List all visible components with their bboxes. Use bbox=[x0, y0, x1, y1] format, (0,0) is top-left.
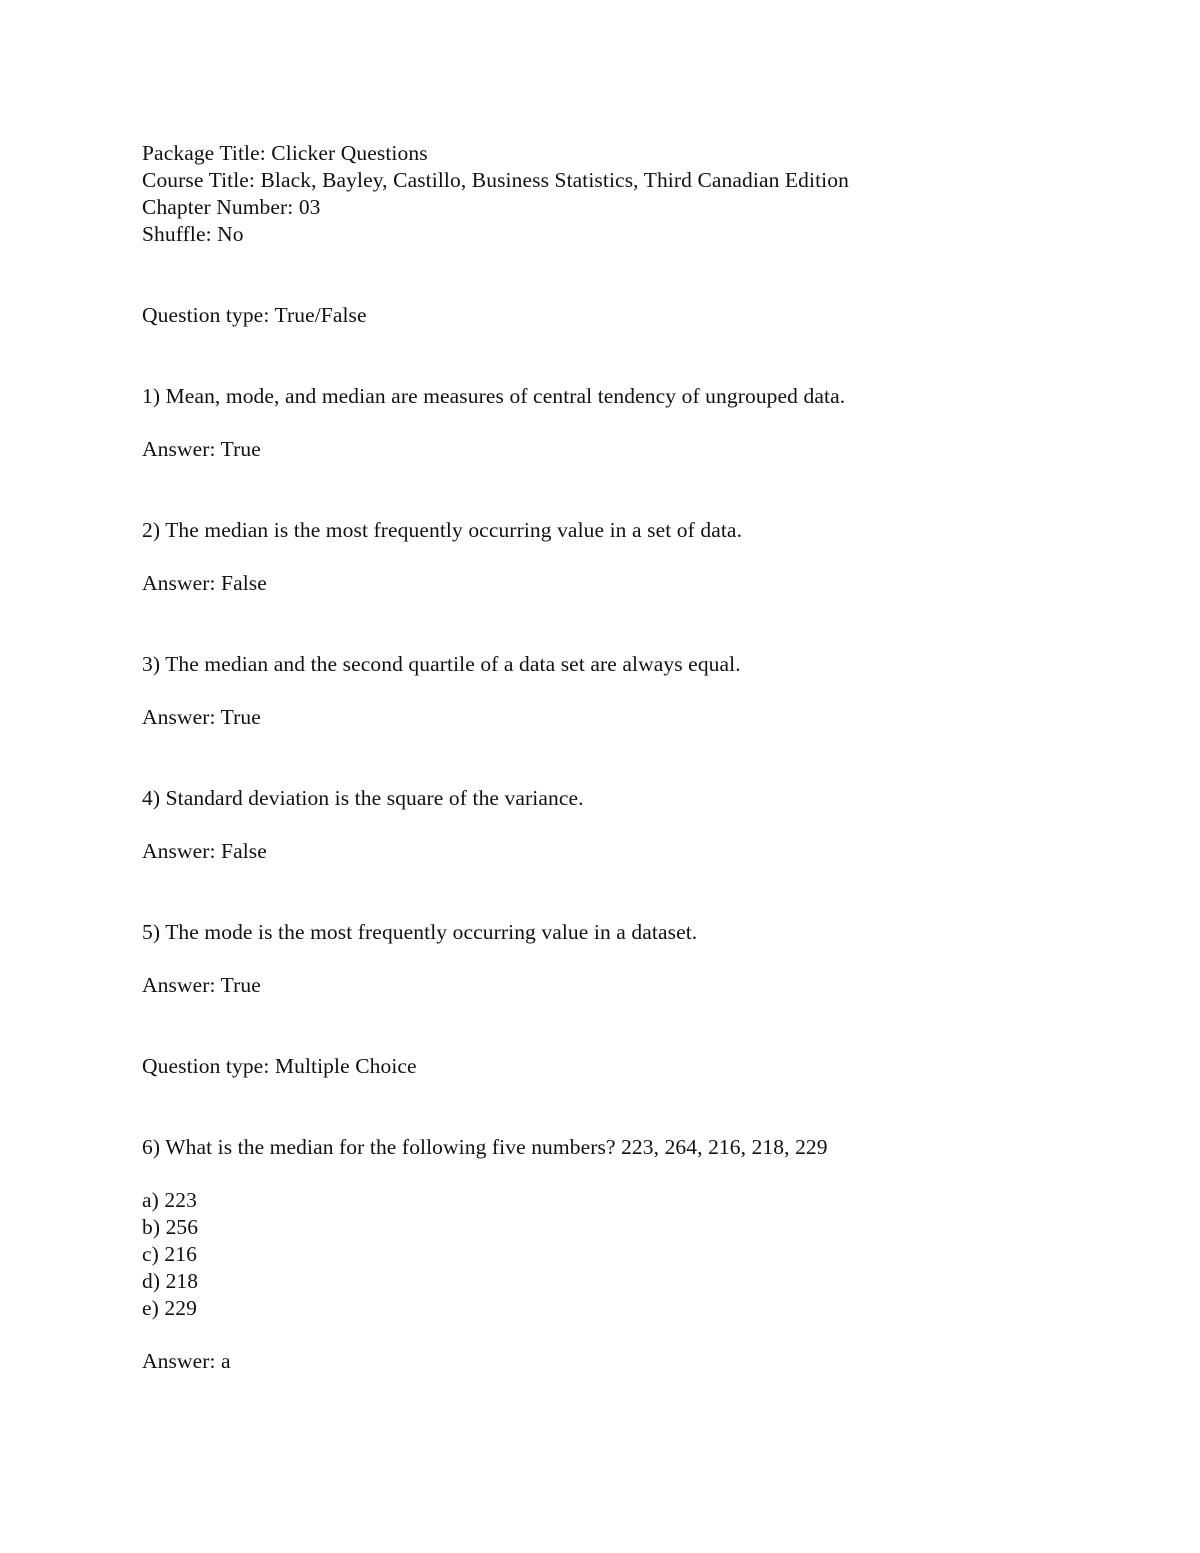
question-item bbox=[142, 919, 1142, 999]
answer-text: Answer: False bbox=[142, 571, 267, 595]
question-item bbox=[142, 651, 1142, 731]
question-item bbox=[142, 1134, 1142, 1375]
question-item bbox=[142, 517, 1142, 597]
section-multiple-choice bbox=[142, 1053, 1142, 1375]
option-b: b) 256 bbox=[142, 1215, 199, 1239]
option-d: d) 218 bbox=[142, 1269, 199, 1293]
chapter-number: Chapter Number: 03 bbox=[142, 195, 321, 219]
answer-options bbox=[142, 1187, 1142, 1322]
question-item bbox=[142, 383, 1142, 463]
question-text: 6) What is the median for the following five numbers? 223, 264, 216, 218, 229 bbox=[142, 1135, 828, 1159]
option-e: e) 229 bbox=[142, 1296, 197, 1320]
question-type-label: Question type: True/False bbox=[142, 303, 367, 327]
question-text: 5) The mode is the most frequently occurring value in a dataset. bbox=[142, 920, 698, 944]
course-title: Course Title: Black, Bayley, Castillo, Business Statistics, Third Canadian Edition bbox=[142, 168, 849, 192]
document-page bbox=[142, 140, 1142, 1375]
answer-text: Answer: True bbox=[142, 437, 261, 461]
question-text: 4) Standard deviation is the square of the variance. bbox=[142, 786, 584, 810]
answer-text: Answer: True bbox=[142, 705, 261, 729]
shuffle-setting: Shuffle: No bbox=[142, 222, 244, 246]
section-true-false bbox=[142, 302, 1142, 999]
option-c: c) 216 bbox=[142, 1242, 197, 1266]
answer-text: Answer: True bbox=[142, 973, 261, 997]
question-type-label: Question type: Multiple Choice bbox=[142, 1054, 417, 1078]
question-text: 1) Mean, mode, and median are measures of central tendency of ungrouped data. bbox=[142, 384, 846, 408]
answer-text: Answer: False bbox=[142, 839, 267, 863]
option-a: a) 223 bbox=[142, 1188, 197, 1212]
question-text: 3) The median and the second quartile of a data set are always equal. bbox=[142, 652, 741, 676]
answer-text: Answer: a bbox=[142, 1349, 231, 1373]
question-item bbox=[142, 785, 1142, 865]
document-header bbox=[142, 140, 1142, 248]
question-text: 2) The median is the most frequently occurring value in a set of data. bbox=[142, 518, 743, 542]
package-title: Package Title: Clicker Questions bbox=[142, 141, 428, 165]
